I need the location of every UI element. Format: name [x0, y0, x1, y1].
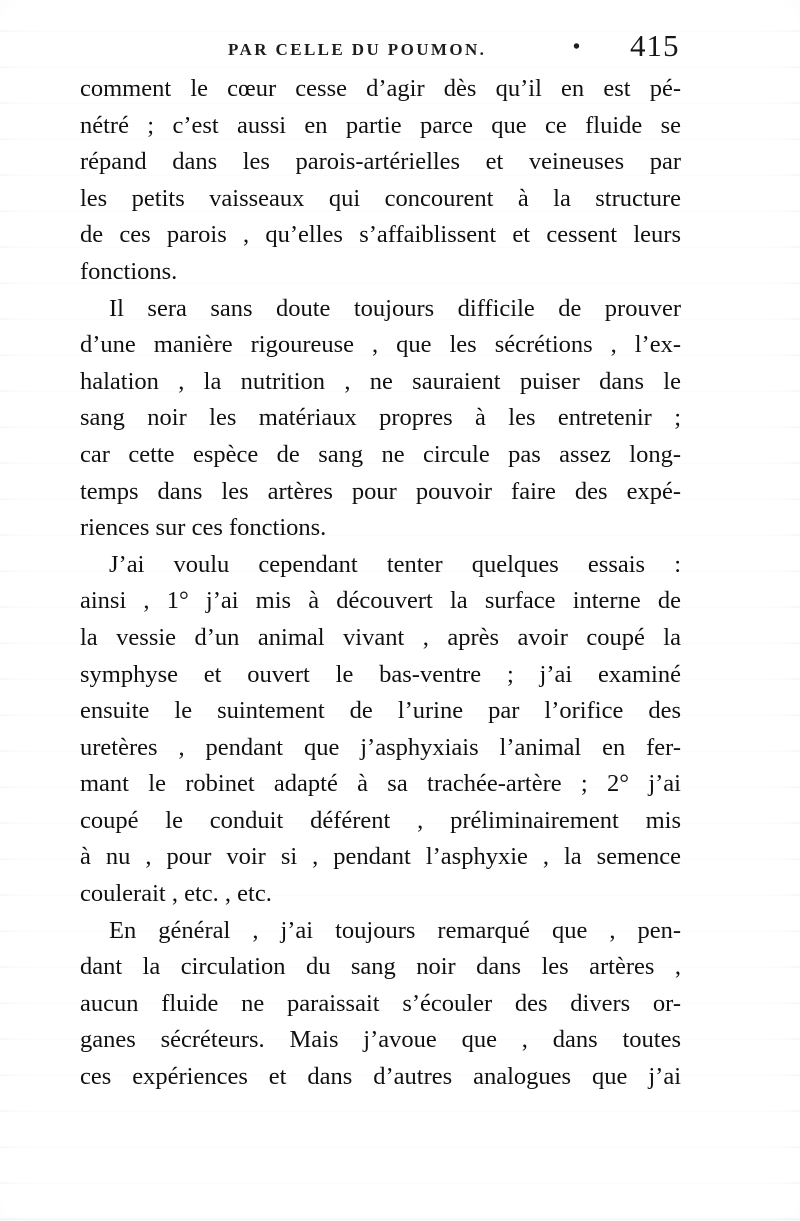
text-line: mant le robinet adapté à sa trachée-artère ; 2° j’ai — [80, 770, 681, 798]
text-line: sang noir les matériaux propres à les entretenir ; — [80, 404, 681, 432]
text-line: les petits vaisseaux qui concourent à la structure — [80, 184, 681, 212]
text-line: aucun fluide ne paraissait s’écouler des divers or- — [80, 989, 681, 1017]
text-line: répand dans les parois-artérielles et veineuses par — [80, 148, 681, 176]
text-line: halation , la nutrition , ne sauraient puiser dans le — [80, 367, 681, 395]
text-line: la vessie d’un animal vivant , après avoir coupé la — [80, 623, 681, 651]
text-line: ces expériences et dans d’autres analogues que j’ai — [80, 1063, 681, 1091]
text-line: dant la circulation du sang noir dans les artères , — [80, 953, 681, 981]
text-line: de ces parois , qu’elles s’affaiblissent et cessent leurs — [80, 221, 681, 249]
paragraph-start-line: En général , j’ai toujours remarqué que , pen- — [109, 916, 681, 944]
text-line: à nu , pour voir si , pendant l’asphyxie , la semence — [80, 843, 681, 871]
text-line: nétré ; c’est aussi en partie parce que ce fluide se — [80, 111, 681, 139]
text-line: d’une manière rigoureuse , que les sécrétions , l’ex- — [80, 331, 681, 359]
body-text — [80, 71, 681, 1096]
ornament-mark: • — [573, 36, 581, 58]
text-line: ensuite le suintement de l’urine par l’orifice des — [80, 697, 681, 725]
text-line: ganes sécréteurs. Mais j’avoue que , dans toutes — [80, 1026, 681, 1054]
text-line: coupé le conduit déférent , préliminairement mis — [80, 806, 681, 834]
text-line: symphyse et ouvert le bas-ventre ; j’ai examiné — [80, 660, 681, 688]
text-line: uretères , pendant que j’asphyxiais l’animal en fer- — [80, 733, 681, 761]
paragraph-start-line: Il sera sans doute toujours difficile de prouver — [109, 294, 681, 322]
paragraph-end-line: riences sur ces fonctions. — [80, 514, 327, 542]
text-line: ainsi , 1° j’ai mis à découvert la surface interne de — [80, 587, 681, 615]
text-line: car cette espèce de sang ne circule pas assez long- — [80, 440, 681, 468]
text-line: temps dans les artères pour pouvoir faire des expé- — [80, 477, 681, 505]
running-title: PAR CELLE DU POUMON. — [228, 40, 487, 59]
paragraph-end-line: fonctions. — [80, 257, 178, 285]
page-number: 415 — [630, 28, 680, 63]
paragraph-start-line: J’ai voulu cependant tenter quelques essais : — [109, 550, 681, 578]
text-line: comment le cœur cesse d’agir dès qu’il en est pé- — [80, 75, 681, 102]
running-head — [0, 30, 800, 70]
paragraph-end-line: coulerait , etc. , etc. — [80, 880, 272, 908]
